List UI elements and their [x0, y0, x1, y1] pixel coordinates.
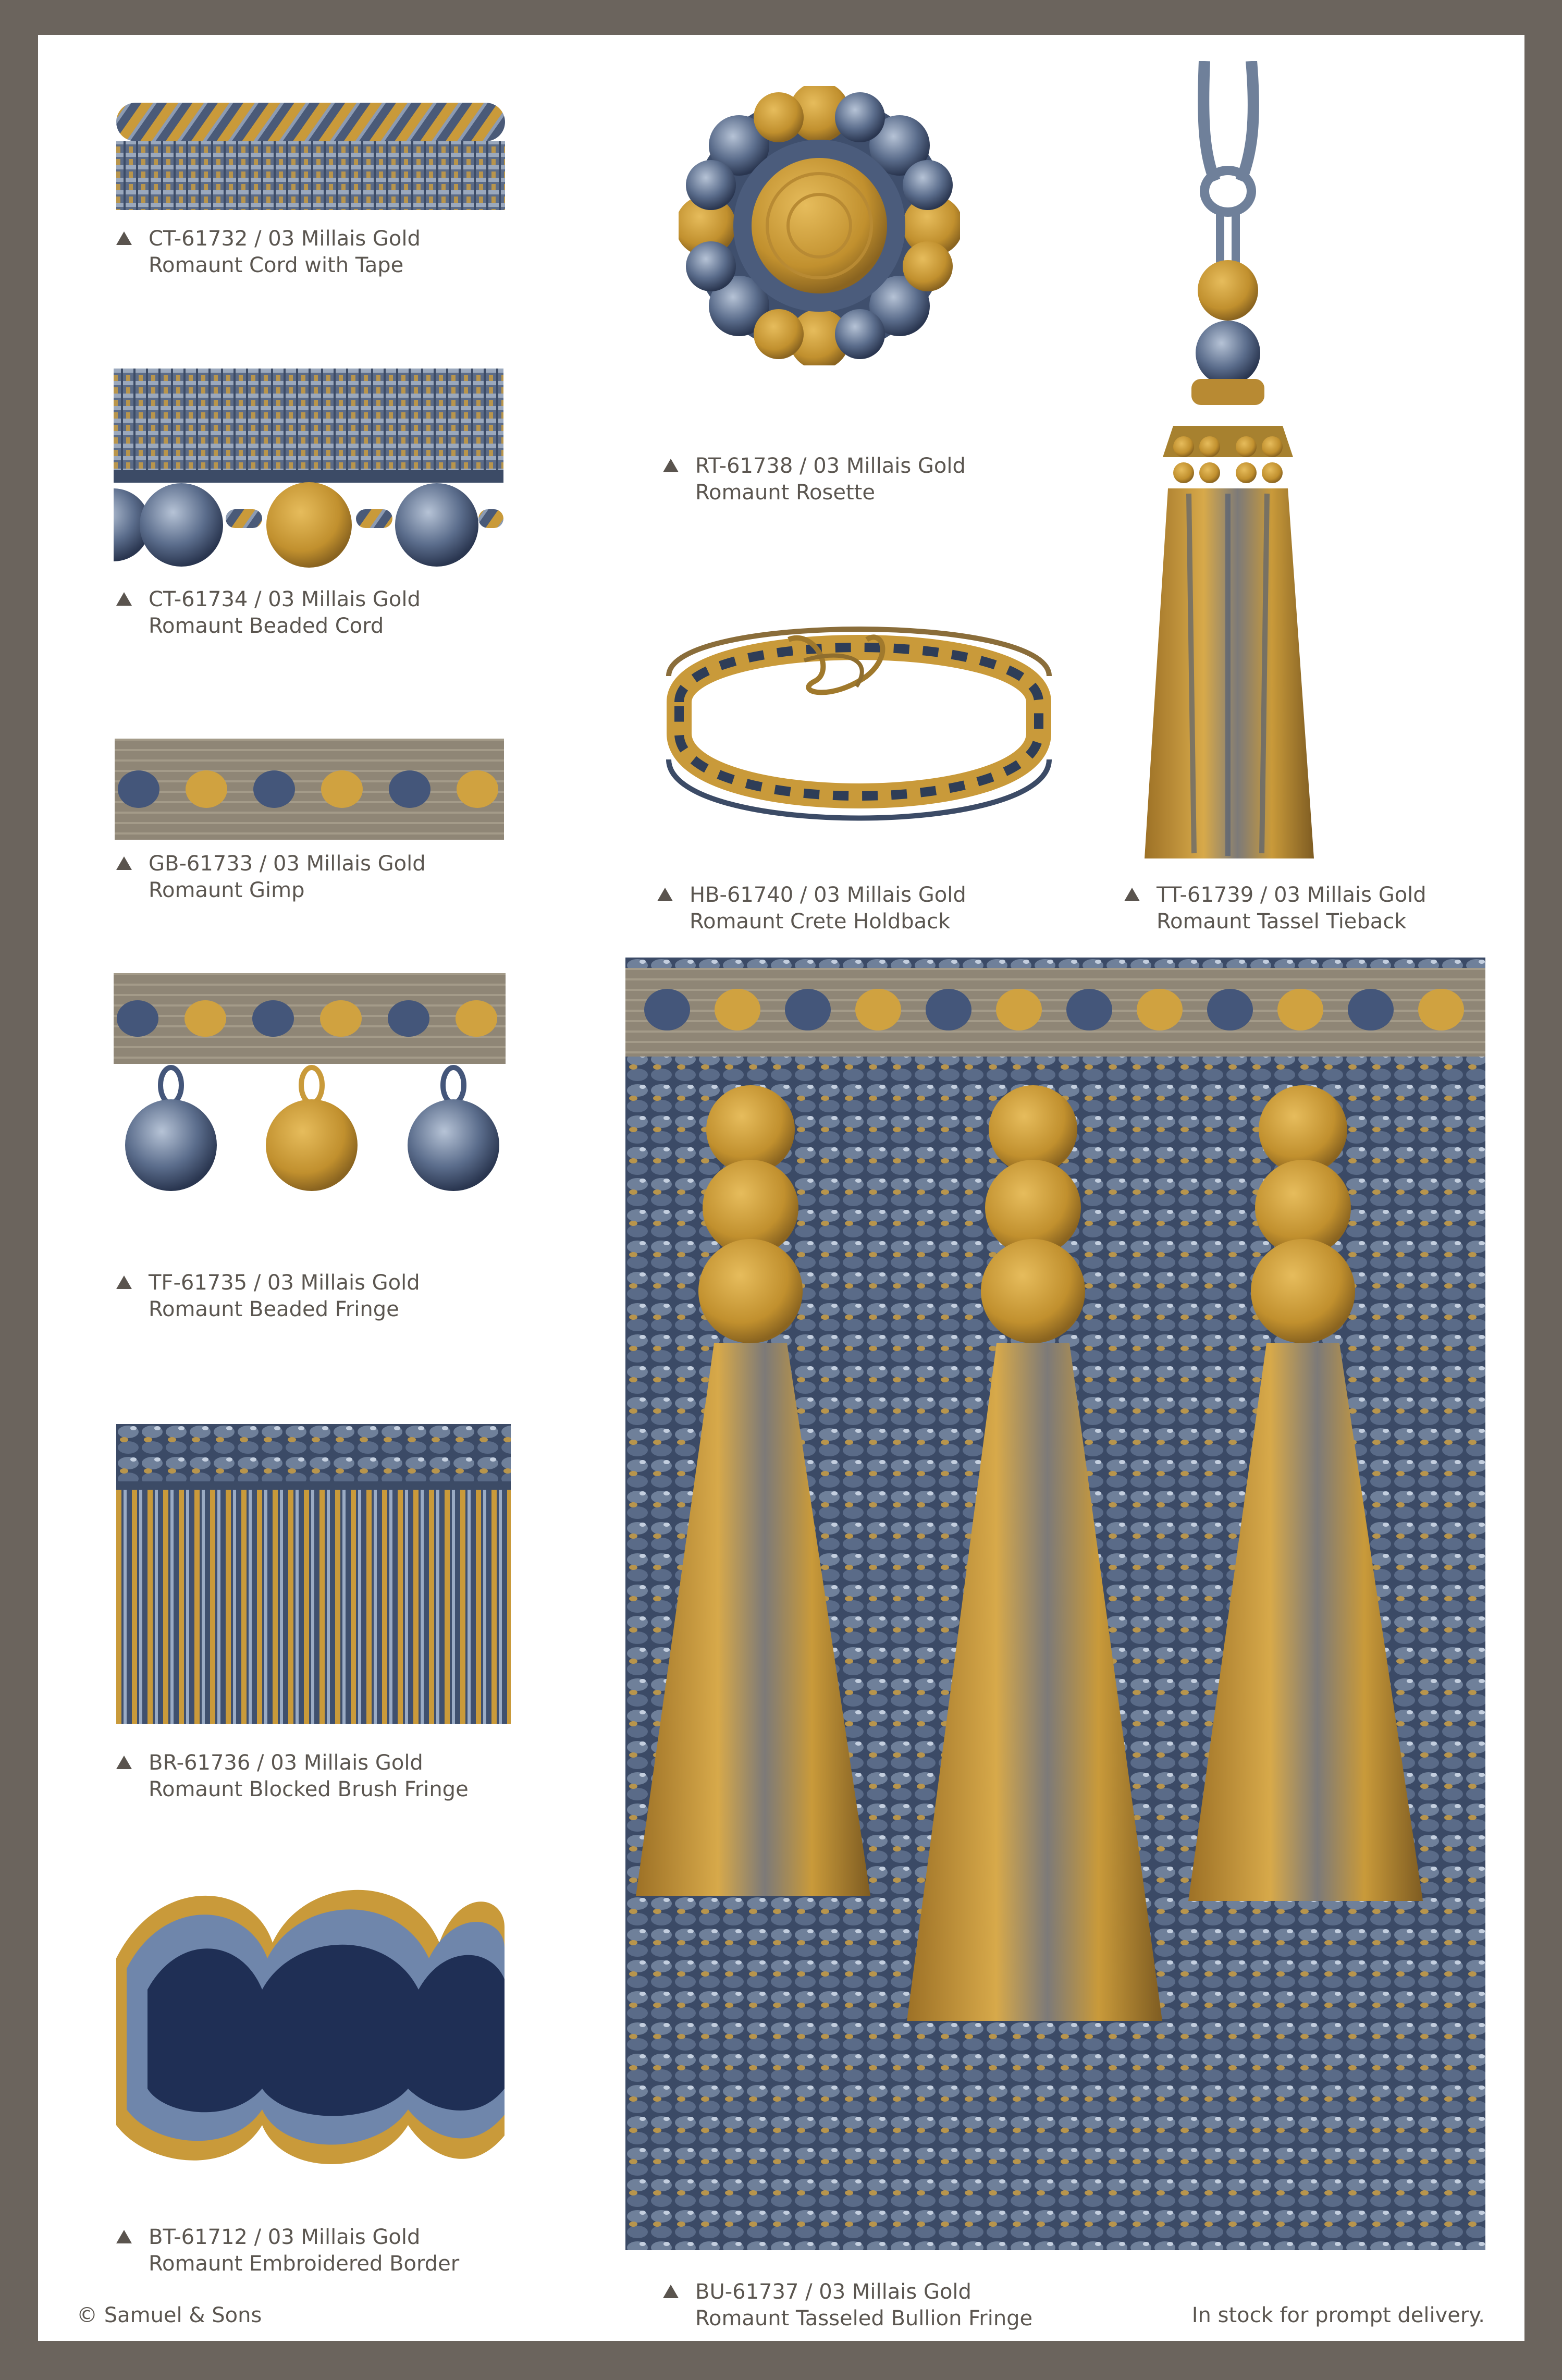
product-name: Romaunt Tasseled Bullion Fringe: [695, 2307, 1033, 2330]
product-name: Romaunt Cord with Tape: [149, 253, 404, 277]
beaded-fringe-photo: [114, 973, 506, 1203]
product-name: Romaunt Gimp: [149, 878, 305, 902]
caption-beaded-cord: [149, 586, 421, 640]
product-name: Romaunt Rosette: [695, 481, 875, 505]
product-code: HB-61740 / 03 Millais Gold: [690, 883, 966, 907]
caption-beaded-fringe: [149, 1270, 420, 1323]
product-code: GB-61733 / 03 Millais Gold: [149, 852, 426, 876]
caption-crete-holdback: [690, 882, 966, 935]
product-code: RT-61738 / 03 Millais Gold: [695, 454, 966, 478]
embroidered-border-photo: [116, 1864, 505, 2181]
product-code: CT-61732 / 03 Millais Gold: [149, 227, 421, 251]
caption-cord-with-tape: [149, 226, 421, 279]
product-name: Romaunt Blocked Brush Fringe: [149, 1777, 469, 1801]
product-code: CT-61734 / 03 Millais Gold: [149, 587, 421, 611]
product-name: Romaunt Crete Holdback: [690, 910, 951, 934]
product-code: TT-61739 / 03 Millais Gold: [1157, 883, 1426, 907]
caption-bullion-fringe: [695, 2279, 1032, 2332]
gimp-photo: [115, 739, 504, 840]
product-code: TF-61735 / 03 Millais Gold: [149, 1271, 420, 1295]
caption-tassel-tieback: [1157, 882, 1426, 935]
triangle-bullet-icon: [116, 856, 132, 870]
triangle-bullet-icon: [116, 231, 132, 245]
product-name: Romaunt Tassel Tieback: [1157, 910, 1407, 934]
brush-fringe-photo: [116, 1424, 511, 1724]
caption-brush-fringe: [149, 1750, 469, 1803]
rosette-photo: [679, 86, 960, 365]
tassel-tieback-photo: [1137, 61, 1324, 866]
triangle-bullet-icon: [116, 2230, 132, 2243]
catalog-page: [38, 35, 1524, 2341]
copyright-notice: © Samuel & Sons: [77, 2303, 262, 2327]
triangle-bullet-icon: [116, 1275, 132, 1289]
triangle-bullet-icon: [116, 1756, 132, 1769]
caption-gimp: [149, 851, 426, 904]
triangle-bullet-icon: [1124, 888, 1140, 901]
stock-note: In stock for prompt delivery.: [1191, 2303, 1485, 2327]
triangle-bullet-icon: [657, 888, 673, 901]
beaded-cord-photo: [114, 369, 503, 577]
product-code: BU-61737 / 03 Millais Gold: [695, 2280, 971, 2304]
caption-embroidered-border: [149, 2224, 459, 2277]
product-name: Romaunt Beaded Fringe: [149, 1297, 399, 1321]
product-name: Romaunt Embroidered Border: [149, 2252, 460, 2276]
product-name: Romaunt Beaded Cord: [149, 614, 384, 638]
cord-with-tape-photo: [116, 103, 505, 210]
crete-holdback-photo: [658, 598, 1060, 869]
triangle-bullet-icon: [116, 592, 132, 606]
bullion-fringe-photo: [625, 958, 1485, 2250]
triangle-bullet-icon: [663, 459, 679, 472]
caption-rosette: [695, 453, 966, 506]
triangle-bullet-icon: [663, 2285, 679, 2298]
product-code: BR-61736 / 03 Millais Gold: [149, 1751, 423, 1775]
product-code: BT-61712 / 03 Millais Gold: [149, 2225, 421, 2249]
